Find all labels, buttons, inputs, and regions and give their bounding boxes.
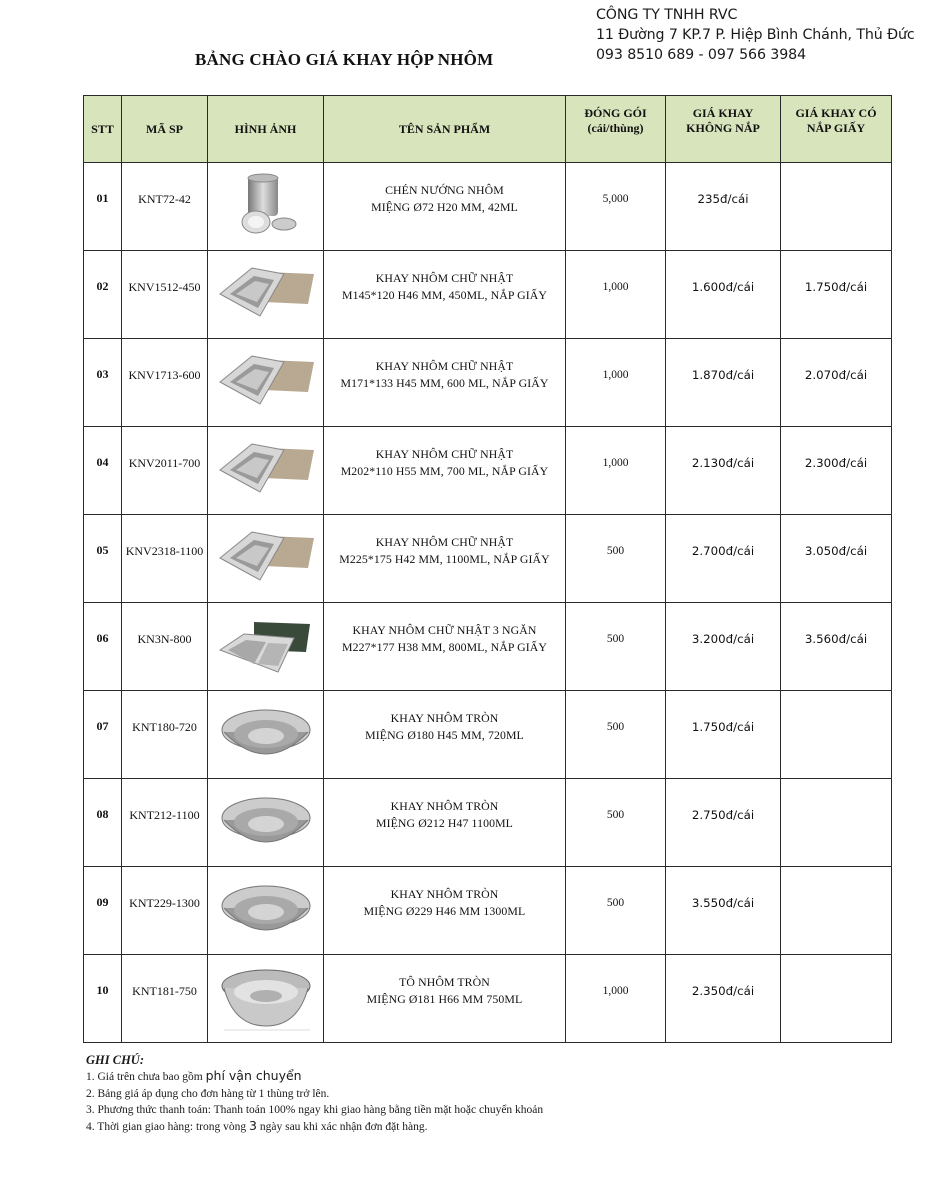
row-price-no-lid: 1.600đ/cái	[666, 251, 781, 339]
row-price-no-lid: 2.350đ/cái	[666, 955, 781, 1043]
note-item: 2. Bảng giá áp dụng cho đơn hàng từ 1 thùng trở lên.	[86, 1087, 330, 1100]
row-price-lid	[781, 163, 892, 251]
row-image	[208, 603, 324, 691]
row-name: KHAY NHÔM TRÒN MIỆNG Ø212 H47 1100ML	[324, 779, 566, 867]
row-image	[208, 251, 324, 339]
row-code: KNV2318-1100	[122, 515, 208, 603]
table-header-row	[84, 96, 892, 163]
company-name: CÔNG TY TNHH RVC	[596, 7, 738, 23]
row-name: TÔ NHÔM TRÒN MIỆNG Ø181 H66 MM 750ML	[324, 955, 566, 1043]
row-name: KHAY NHÔM TRÒN MIỆNG Ø229 H46 MM 1300ML	[324, 867, 566, 955]
row-price-no-lid: 2.700đ/cái	[666, 515, 781, 603]
row-code: KNV1512-450	[122, 251, 208, 339]
round-tray-icon	[210, 783, 322, 863]
row-stt: 07	[84, 691, 122, 779]
row-stt: 02	[84, 251, 122, 339]
row-price-no-lid: 2.130đ/cái	[666, 427, 781, 515]
header-code: MÃ SP	[122, 96, 208, 163]
row-pack: 500	[566, 867, 666, 955]
row-pack: 1,000	[566, 955, 666, 1043]
company-address: 11 Đường 7 KP.7 P. Hiệp Bình Chánh, Thủ Đức	[596, 27, 915, 43]
table-row-02	[84, 251, 892, 339]
row-stt: 08	[84, 779, 122, 867]
row-stt: 06	[84, 603, 122, 691]
row-name: KHAY NHÔM CHỮ NHẬT M225*175 H42 MM, 1100ML, NẮP GIẤY	[324, 515, 566, 603]
round-tray-icon	[210, 695, 322, 775]
company-info	[596, 5, 915, 65]
rect-tray-with-lid-icon	[210, 255, 322, 335]
row-code: KNT212-1100	[122, 779, 208, 867]
table-row-06	[84, 603, 892, 691]
header-price-lid: GIÁ KHAY CÓ NẮP GIẤY	[781, 96, 892, 163]
row-price-no-lid: 2.750đ/cái	[666, 779, 781, 867]
row-stt: 04	[84, 427, 122, 515]
row-image	[208, 427, 324, 515]
round-bowl-icon	[210, 959, 322, 1039]
header-image: HÌNH ẢNH	[208, 96, 324, 163]
row-pack: 500	[566, 603, 666, 691]
row-code: KNT180-720	[122, 691, 208, 779]
row-code: KNT181-750	[122, 955, 208, 1043]
header-stt: STT	[84, 96, 122, 163]
row-stt: 10	[84, 955, 122, 1043]
ramekin-stack-icon	[210, 167, 322, 247]
row-pack: 5,000	[566, 163, 666, 251]
rect-tray-with-lid-icon	[210, 431, 322, 511]
row-price-lid: 2.300đ/cái	[781, 427, 892, 515]
table-row-05	[84, 515, 892, 603]
note-item: 3. Phương thức thanh toán: Thanh toán 100% ngay khi giao hàng bằng tiền mặt hoặc chuyển khoản	[86, 1103, 544, 1116]
row-price-lid	[781, 691, 892, 779]
header-name: TÊN SẢN PHẨM	[324, 96, 566, 163]
note-item: 1. Giá trên chưa bao gồm phí vận chuyển	[86, 1068, 302, 1084]
rect-tray-with-lid-icon	[210, 519, 322, 599]
table-row-08	[84, 779, 892, 867]
row-code: KNT229-1300	[122, 867, 208, 955]
row-price-lid: 3.560đ/cái	[781, 603, 892, 691]
row-stt: 09	[84, 867, 122, 955]
table-row-04	[84, 427, 892, 515]
table-row-01	[84, 163, 892, 251]
row-price-no-lid: 3.550đ/cái	[666, 867, 781, 955]
row-image	[208, 515, 324, 603]
three-compartment-tray-icon	[210, 607, 322, 687]
row-name: KHAY NHÔM CHỮ NHẬT M171*133 H45 MM, 600 ML, NẮP GIẤY	[324, 339, 566, 427]
row-name: KHAY NHÔM CHỮ NHẬT M202*110 H55 MM, 700 ML, NẮP GIẤY	[324, 427, 566, 515]
row-name: KHAY NHÔM CHỮ NHẬT M145*120 H46 MM, 450ML, NẮP GIẤY	[324, 251, 566, 339]
row-price-lid	[781, 779, 892, 867]
row-image	[208, 955, 324, 1043]
row-pack: 1,000	[566, 339, 666, 427]
notes-section	[86, 1052, 543, 1135]
row-price-no-lid: 3.200đ/cái	[666, 603, 781, 691]
row-image	[208, 779, 324, 867]
row-price-lid: 2.070đ/cái	[781, 339, 892, 427]
row-price-lid	[781, 955, 892, 1043]
header-pack: ĐÓNG GÓI (cái/thùng)	[566, 96, 666, 163]
row-code: KNV2011-700	[122, 427, 208, 515]
company-phones: 093 8510 689 - 097 566 3984	[596, 47, 807, 63]
rect-tray-with-lid-icon	[210, 343, 322, 423]
row-stt: 01	[84, 163, 122, 251]
round-tray-icon	[210, 871, 322, 951]
row-image	[208, 163, 324, 251]
table-row-07	[84, 691, 892, 779]
row-pack: 500	[566, 691, 666, 779]
row-price-lid: 1.750đ/cái	[781, 251, 892, 339]
row-stt: 03	[84, 339, 122, 427]
row-price-lid: 3.050đ/cái	[781, 515, 892, 603]
row-pack: 1,000	[566, 427, 666, 515]
row-price-no-lid: 1.750đ/cái	[666, 691, 781, 779]
price-table	[83, 95, 892, 1043]
row-image	[208, 691, 324, 779]
row-price-no-lid: 235đ/cái	[666, 163, 781, 251]
row-price-lid	[781, 867, 892, 955]
row-name: KHAY NHÔM CHỮ NHẬT 3 NGĂN M227*177 H38 MM, 800ML, NẮP GIẤY	[324, 603, 566, 691]
notes-heading: GHI CHÚ:	[86, 1053, 144, 1067]
row-pack: 500	[566, 779, 666, 867]
row-code: KNV1713-600	[122, 339, 208, 427]
row-stt: 05	[84, 515, 122, 603]
row-price-no-lid: 1.870đ/cái	[666, 339, 781, 427]
note-item: 4. Thời gian giao hàng: trong vòng 3 ngày sau khi xác nhận đơn đặt hàng.	[86, 1118, 428, 1134]
row-name: CHÉN NƯỚNG NHÔM MIỆNG Ø72 H20 MM, 42ML	[324, 163, 566, 251]
header-price-no-lid: GIÁ KHAY KHÔNG NẮP	[666, 96, 781, 163]
row-image	[208, 867, 324, 955]
table-row-10	[84, 955, 892, 1043]
table-row-09	[84, 867, 892, 955]
row-pack: 1,000	[566, 251, 666, 339]
row-pack: 500	[566, 515, 666, 603]
page-title: BẢNG CHÀO GIÁ KHAY HỘP NHÔM	[195, 50, 494, 69]
row-image	[208, 339, 324, 427]
row-code: KN3N-800	[122, 603, 208, 691]
row-code: KNT72-42	[122, 163, 208, 251]
row-name: KHAY NHÔM TRÒN MIỆNG Ø180 H45 MM, 720ML	[324, 691, 566, 779]
table-row-03	[84, 339, 892, 427]
